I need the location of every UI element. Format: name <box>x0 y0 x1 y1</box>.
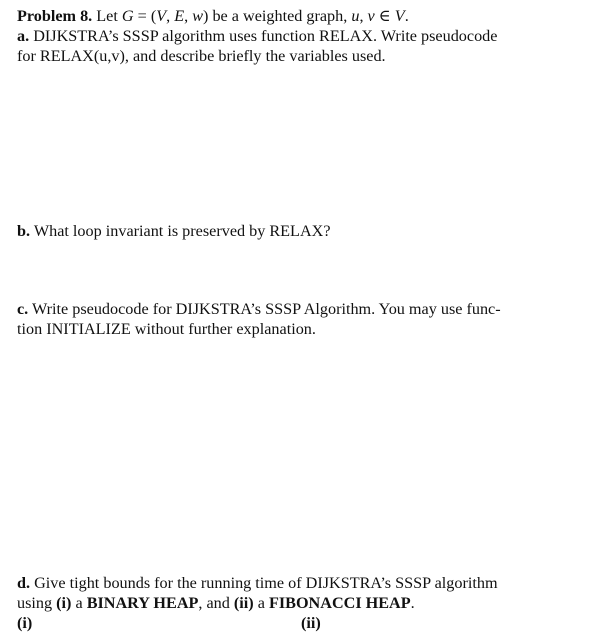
answer-labels <box>17 613 577 633</box>
problem-statement <box>17 6 577 66</box>
part-d-using: using <box>17 594 53 612</box>
graph-variable: G <box>121 7 134 25</box>
part-c-text-1: Write pseudocode for DIJKSTRA’s SSSP Algorithm. You may use func- <box>32 300 501 318</box>
comma-2: , <box>184 7 193 25</box>
part-d-line-2 <box>17 593 577 613</box>
part-d-label: d. <box>17 574 31 592</box>
option-i-label: (i) <box>56 594 72 612</box>
weight-function: w <box>192 7 204 25</box>
edge-set: E <box>174 7 185 25</box>
part-d <box>17 573 577 633</box>
period: . <box>404 7 409 25</box>
part-c <box>17 299 577 339</box>
part-c-line-1 <box>17 299 577 319</box>
part-c-line-2: tion INITIALIZE without further explanation. <box>17 320 316 338</box>
problem-header-line: Problem 8. Let G = (V, E, w) be a weighted graph, u, v ∈ V. <box>17 7 409 25</box>
binary-heap: BINARY HEAP <box>86 594 199 612</box>
fibonacci-heap: FIBONACCI HEAP <box>268 594 411 612</box>
problem-number: Problem 8. <box>17 7 93 25</box>
part-a-line-2: for RELAX(u,v), and describe briefly the variables used. <box>17 47 386 65</box>
part-b-label: b. <box>17 222 31 240</box>
vertex-set-2: V <box>394 7 405 25</box>
part-b-text: What loop invariant is preserved by RELAX? <box>33 222 331 240</box>
option-ii-article: a <box>257 594 265 612</box>
and-text: , and <box>198 594 230 612</box>
part-a-text-1: DIJKSTRA’s SSSP algorithm uses function RELAX. Write pseudocode <box>33 27 498 45</box>
vertex-v: v <box>367 7 375 25</box>
answer-label-ii: (ii) <box>301 614 321 632</box>
end-period: . <box>410 594 415 612</box>
part-c-label: c. <box>17 300 29 318</box>
option-ii-label: (ii) <box>233 594 254 612</box>
close-paren: ) <box>203 7 209 25</box>
membership-symbol: ∈ <box>378 7 391 25</box>
comma-1: , <box>166 7 175 25</box>
graph-description: be a weighted graph, <box>208 7 348 25</box>
vertex-set: V <box>156 7 167 25</box>
vertex-u: u <box>351 7 360 25</box>
problem-intro: Let <box>96 7 118 25</box>
part-a-line-1 <box>17 26 577 46</box>
part-d-line-1 <box>17 573 577 593</box>
part-d-text-1: Give tight bounds for the running time of DIJKSTRA’s SSSP algorithm <box>34 574 498 592</box>
equals-sign: = ( <box>133 7 157 25</box>
part-a-label: a. <box>17 27 30 45</box>
answer-label-i: (i) <box>17 614 33 632</box>
option-i-article: a <box>75 594 83 612</box>
part-b-line <box>17 221 577 241</box>
part-b <box>17 221 577 241</box>
